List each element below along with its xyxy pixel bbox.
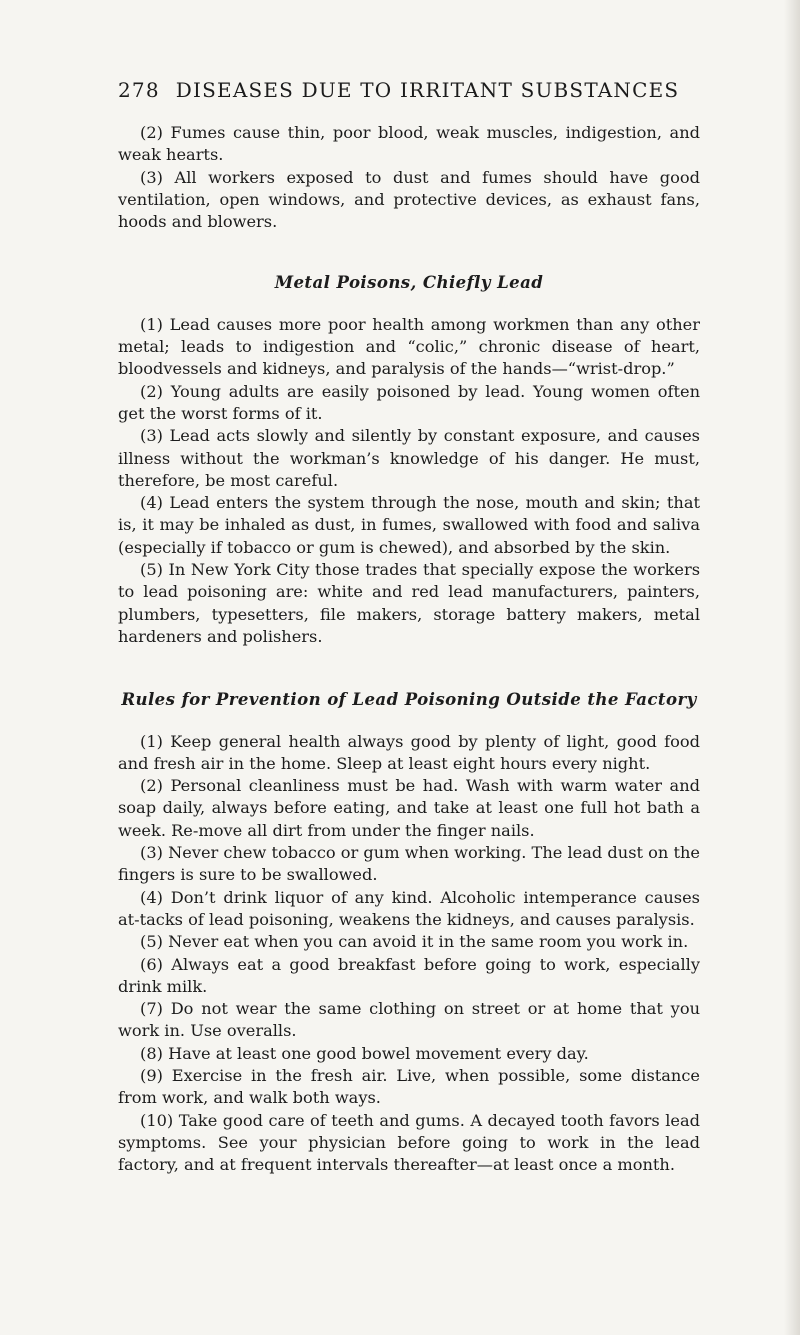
rule-item: (7) Do not wear the same clothing on street or at home that you work in. Use overalls. [118, 999, 700, 1041]
section-heading-rules: Rules for Prevention of Lead Poisoning Outside the Factory [121, 689, 697, 710]
paragraph: (3) All workers exposed to dust and fumes should have good ventilation, open windows, and protective devices, as exhaust fans, hoods and blowers. [118, 167, 700, 232]
paragraph: (2) Fumes cause thin, poor blood, weak muscles, indigestion, and weak hearts. [118, 123, 700, 165]
rule-item: (4) Don’t drink liquor of any kind. Alcoholic intemperance causes at-tacks of lead poisoning, weakens the kidneys, and causes paralysis. [118, 887, 700, 929]
rule-item: (3) Never chew tobacco or gum when working. The lead dust on the fingers is sure to be swallowed. [118, 843, 700, 885]
rule-item: (10) Take good care of teeth and gums. A decayed tooth favors lead symptoms. See your physician before going to work in the lead factory, and at frequent intervals thereafter—at least once a month. [118, 1110, 700, 1175]
rule-item: (2) Personal cleanliness must be had. Wash with warm water and soap daily, always before eating, and take at least one full hot bath a week. Re-move all dirt from under the finger nails. [118, 776, 700, 840]
paragraph: (4) Lead enters the system through the nose, mouth and skin; that is, it may be inhaled as dust, in fumes, swallowed with food and saliva (especially if tobacco or gum is chewed), and absorbed by the skin. [118, 493, 700, 557]
page-number: 278 [118, 78, 160, 102]
page-header-title: DISEASES DUE TO IRRITANT SUBSTANCES [175, 78, 680, 102]
page-edge-shadow [784, 0, 800, 1335]
section-heading-metal-poisons: Metal Poisons, Chiefly Lead [274, 272, 544, 293]
paragraph: (2) Young adults are easily poisoned by lead. Young women often get the worst forms of it. [118, 381, 700, 423]
rule-item: (8) Have at least one good bowel movement every day. [140, 1043, 589, 1063]
paragraph: (1) Lead causes more poor health among workmen than any other metal; leads to indigestion and “colic,” chronic disease of heart, bloodvessels and kidneys, and paralysis of the hands—“wrist-drop.” [118, 314, 700, 379]
rule-item: (9) Exercise in the fresh air. Live, when possible, some distance from work, and walk both ways. [118, 1065, 700, 1108]
body-text [118, 122, 700, 1176]
rule-item: (6) Always eat a good breakfast before going to work, especially drink milk. [118, 954, 700, 996]
running-head [118, 78, 698, 102]
paragraph: (5) In New York City those trades that specially expose the workers to lead poisoning are: white and red lead manufacturers, painters, plumbers, typesetters, file makers, storage battery makers, metal hardeners and polishers. [118, 560, 700, 646]
rule-item: (5) Never eat when you can avoid it in the same room you work in. [140, 932, 689, 952]
rule-item: (1) Keep general health always good by plenty of light, good food and fresh air in the home. Sleep at least eight hours every night. [118, 731, 700, 773]
paragraph: (3) Lead acts slowly and silently by constant exposure, and causes illness without the workman’s knowledge of his danger. He must, therefore, be most careful. [118, 426, 700, 490]
